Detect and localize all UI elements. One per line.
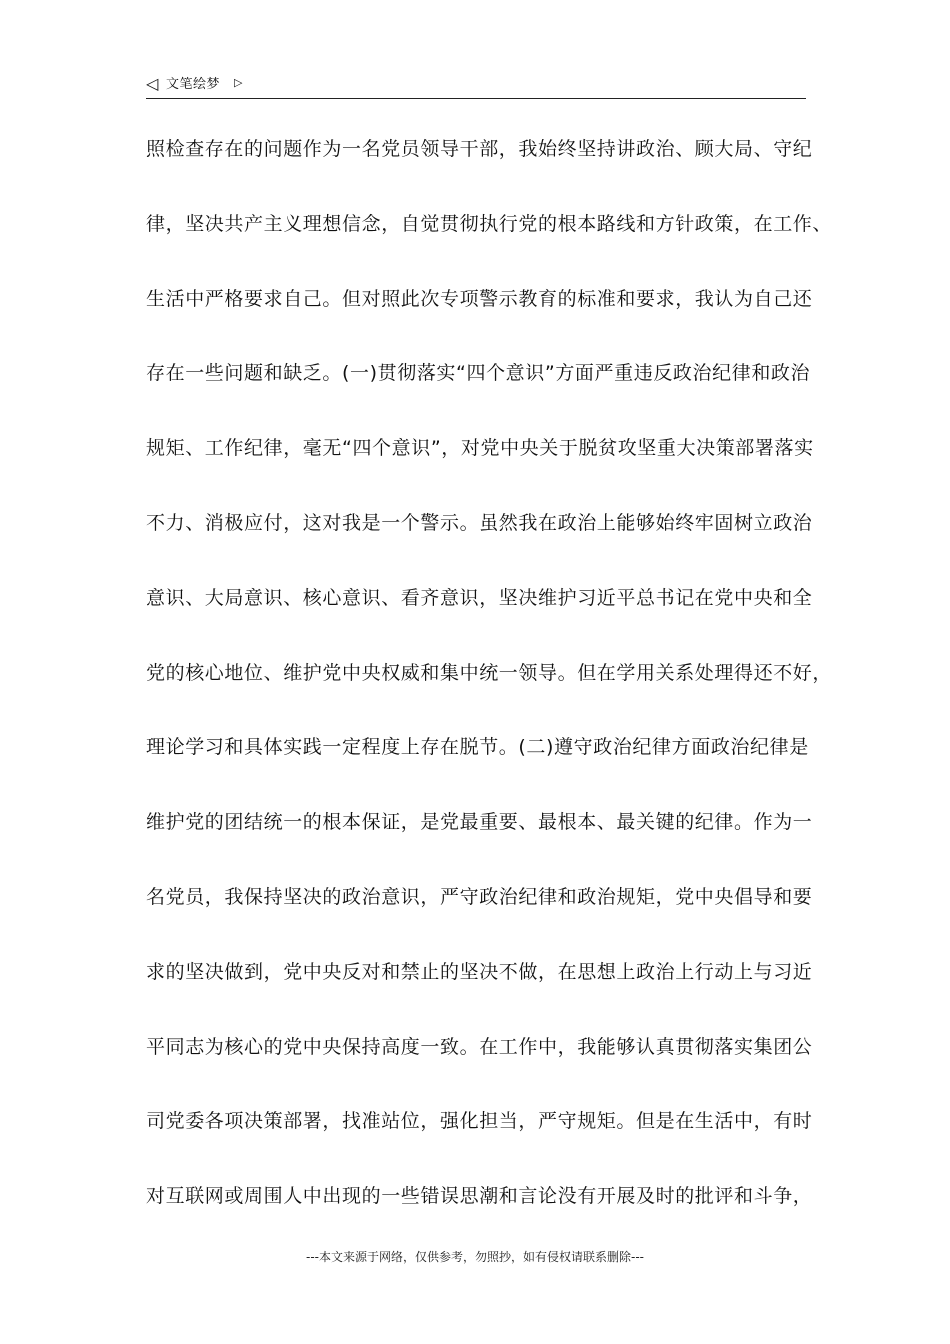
body-line: 名党员，我保持坚决的政治意识，严守政治纪律和政治规矩，党中央倡导和要 (146, 885, 813, 908)
body-line: 生活中严格要求自己。但对照此次专项警示教育的标准和要求，我认为自己还 (146, 287, 813, 310)
page-header (146, 72, 806, 99)
body-line: 律，坚决共产主义理想信念，自觉贯彻执行党的根本路线和方针政策，在工作、 (146, 212, 833, 235)
body-line: 不力、消极应付，这对我是一个警示。虽然我在政治上能够始终牢固树立政治 (146, 511, 813, 534)
body-line: 维护党的团结统一的根本保证，是党最重要、最根本、最关键的纪律。作为一 (146, 811, 813, 834)
document-body (146, 137, 833, 1259)
body-line: 照检查存在的问题作为一名党员领导干部，我始终坚持讲政治、顾大局、守纪 (146, 138, 813, 160)
body-line: 司党委各项决策部署，找准站位，强化担当，严守规矩。但是在生活中，有时 (146, 1110, 813, 1133)
header-title: 文笔绘梦 (166, 77, 221, 92)
body-line: 存在一些问题和缺乏。(一)贯彻落实“四个意识”方面严重违反政治纪律和政治 (146, 362, 811, 385)
body-line: 对互联网或周围人中出现的一些错误思潮和言论没有开展及时的批评和斗争， (146, 1185, 813, 1208)
body-line: 规矩、工作纪律，毫无“四个意识”，对党中央关于脱贫攻坚重大决策部署落实 (146, 437, 814, 460)
right-triangle-icon: ▷ (234, 76, 243, 89)
footer-disclaimer: ---本文来源于网络，仅供参考，勿照抄，如有侵权请联系删除--- (306, 1250, 644, 1264)
body-line: 理论学习和具体实践一定程度上存在脱节。(二)遵守政治纪律方面政治纪律是 (146, 736, 809, 759)
body-line: 意识、大局意识、核心意识、看齐意识，坚决维护习近平总书记在党中央和全 (146, 586, 813, 609)
left-triangle-icon: ◁ (146, 74, 159, 93)
body-line: 党的核心地位、维护党中央权威和集中统一领导。但在学用关系处理得还不好， (146, 661, 833, 684)
body-line: 求的坚决做到，党中央反对和禁止的坚决不做，在思想上政治上行动上与习近 (146, 960, 813, 983)
body-line: 平同志为核心的党中央保持高度一致。在工作中，我能够认真贯彻落实集团公 (146, 1035, 813, 1058)
